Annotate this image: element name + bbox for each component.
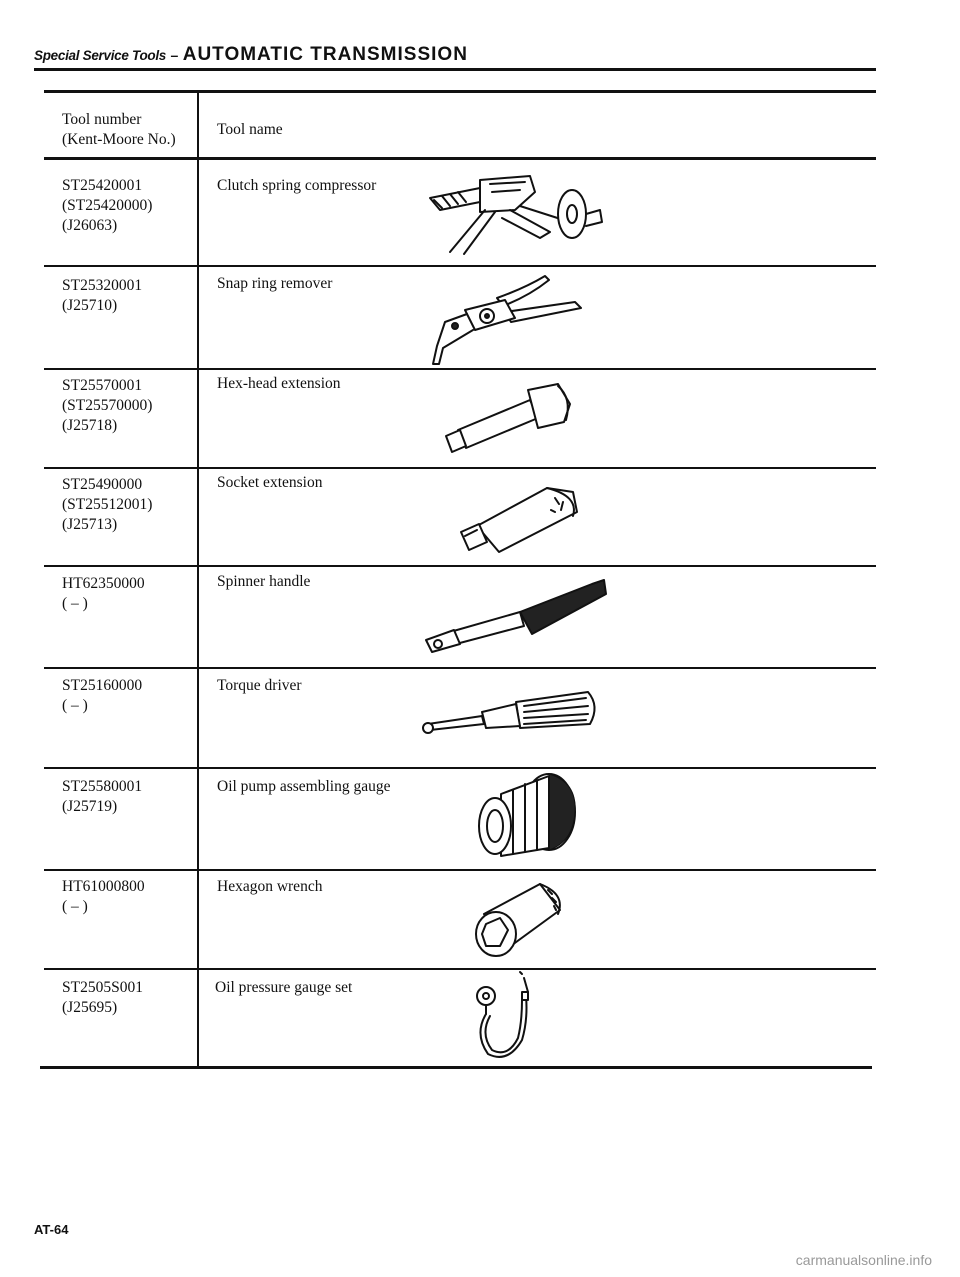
tool-name: Socket extension bbox=[217, 474, 323, 491]
tool-number-cell bbox=[62, 475, 152, 535]
snap-ring-remover-icon bbox=[425, 268, 595, 368]
tool-name: Snap ring remover bbox=[217, 275, 333, 292]
row-divider bbox=[44, 767, 876, 769]
spinner-handle-icon bbox=[420, 572, 610, 652]
tool-name: Hexagon wrench bbox=[217, 878, 323, 895]
tool-number-alt: (ST25570000) bbox=[62, 397, 153, 414]
row-divider bbox=[44, 368, 876, 370]
column-divider bbox=[197, 92, 199, 1066]
tool-number-cell bbox=[62, 376, 152, 436]
site-watermark: carmanualsonline.info bbox=[795, 1252, 932, 1268]
tool-number-cell bbox=[62, 176, 152, 236]
tool-number-cell bbox=[62, 978, 143, 1018]
row-divider bbox=[44, 565, 876, 567]
tool-number: ST25580001 bbox=[62, 778, 143, 795]
table-header-rule bbox=[44, 157, 876, 160]
page-number: AT-64 bbox=[34, 1222, 69, 1237]
column-header-line: Tool number bbox=[62, 111, 142, 128]
kent-moore-number: ( – ) bbox=[62, 595, 88, 612]
kent-moore-number: (J25710) bbox=[62, 297, 118, 314]
clutch-spring-compressor-icon bbox=[420, 170, 610, 260]
tool-name: Clutch spring compressor bbox=[217, 177, 377, 194]
hex-head-extension-icon bbox=[440, 384, 580, 454]
tool-number: ST25570001 bbox=[62, 377, 143, 394]
header-subtitle: Special Service Tools bbox=[34, 48, 167, 63]
row-divider bbox=[44, 968, 876, 970]
header-title: AUTOMATIC TRANSMISSION bbox=[182, 44, 468, 65]
tool-name: Oil pressure gauge set bbox=[215, 979, 353, 996]
header-separator: – bbox=[170, 47, 179, 63]
kent-moore-number: (J25695) bbox=[62, 999, 118, 1016]
row-divider bbox=[44, 265, 876, 267]
oil-pump-gauge-icon bbox=[465, 772, 595, 862]
row-divider bbox=[44, 869, 876, 871]
column-header-line: (Kent-Moore No.) bbox=[62, 131, 176, 148]
tool-name: Oil pump assembling gauge bbox=[217, 778, 391, 795]
tool-number-cell bbox=[62, 877, 145, 917]
tool-number: ST25160000 bbox=[62, 677, 143, 694]
tool-name: Torque driver bbox=[217, 677, 302, 694]
hexagon-wrench-icon bbox=[470, 880, 570, 960]
kent-moore-number: (J25713) bbox=[62, 516, 118, 533]
tool-number-cell bbox=[62, 676, 142, 716]
tool-name: Hex-head extension bbox=[217, 375, 341, 392]
tool-number-cell bbox=[62, 276, 142, 316]
tool-number-alt: (ST25512001) bbox=[62, 496, 153, 513]
tool-number: ST2505S001 bbox=[62, 979, 143, 996]
kent-moore-number: (J25718) bbox=[62, 417, 118, 434]
tool-number-alt: (ST25420000) bbox=[62, 197, 153, 214]
socket-extension-icon bbox=[455, 482, 585, 557]
tool-number: HT62350000 bbox=[62, 575, 145, 592]
tool-number: ST25490000 bbox=[62, 476, 143, 493]
page-header bbox=[34, 44, 468, 66]
tool-number-cell bbox=[62, 777, 142, 817]
torque-driver-icon bbox=[420, 688, 600, 738]
column-header-tool-name: Tool name bbox=[217, 121, 283, 138]
tool-number: ST25320001 bbox=[62, 277, 143, 294]
table-top-rule bbox=[44, 90, 876, 93]
kent-moore-number: (J26063) bbox=[62, 217, 118, 234]
table-bottom-rule bbox=[40, 1066, 872, 1069]
kent-moore-number: (J25719) bbox=[62, 798, 118, 815]
tool-number: ST25420001 bbox=[62, 177, 143, 194]
row-divider bbox=[44, 667, 876, 669]
kent-moore-number: ( – ) bbox=[62, 697, 88, 714]
tool-name: Spinner handle bbox=[217, 573, 311, 590]
oil-pressure-gauge-icon bbox=[470, 970, 540, 1062]
row-divider bbox=[44, 467, 876, 469]
header-rule bbox=[34, 68, 876, 71]
tool-number-cell bbox=[62, 574, 145, 614]
column-header-tool-number bbox=[62, 110, 176, 150]
kent-moore-number: ( – ) bbox=[62, 898, 88, 915]
tool-number: HT61000800 bbox=[62, 878, 145, 895]
